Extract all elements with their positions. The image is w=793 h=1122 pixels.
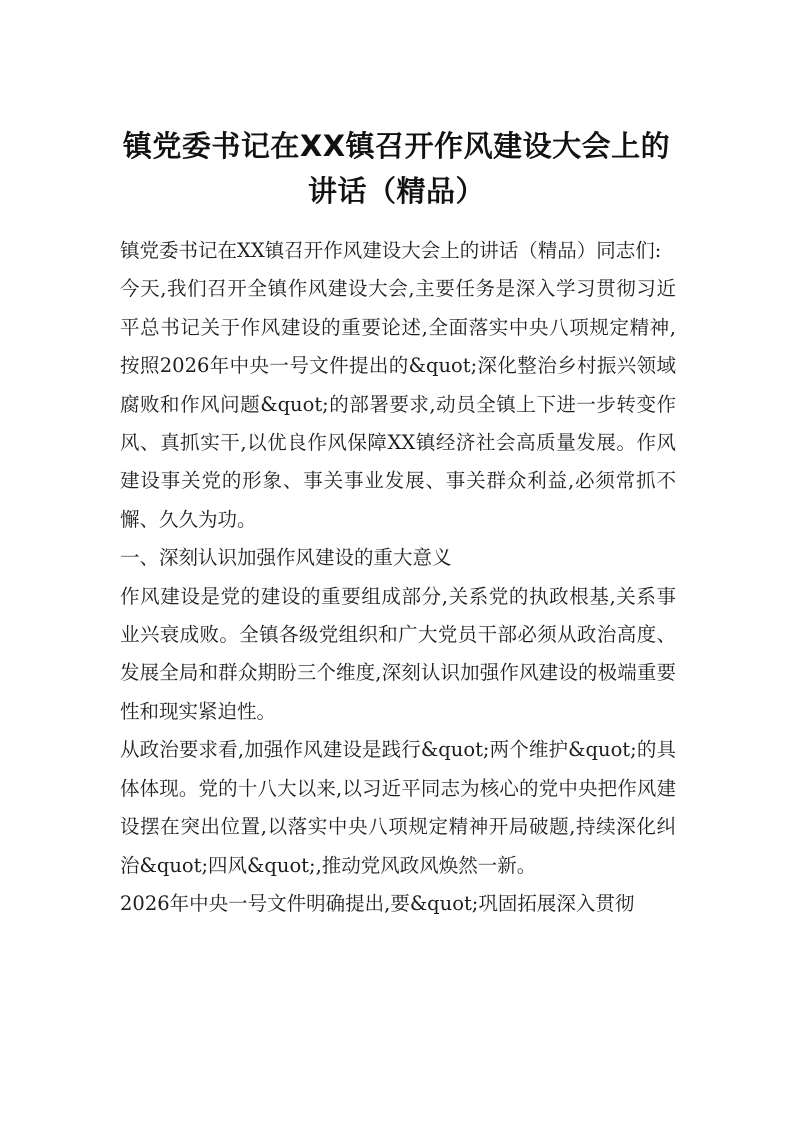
paragraph-political-requirement: 从政治要求看,加强作风建设是践行&quot;两个维护&quot;的具体体现。党的十八大以来,以习近平同志为核心的党中央把作风建设摆在突出位置,以落实中央八项规定精神开局破题,持续深化纠治&quot;四风&quot;,推动党风政风焕然一新。 — [120, 738, 676, 877]
document-title-line-1: 镇党委书记在XX镇召开作风建设大会上的 — [122, 129, 671, 163]
section-heading-1: 一、深刻认识加强作风建设的重大意义 — [120, 546, 452, 570]
paragraph-document-2026: 2026年中央一号文件明确提出,要&quot;巩固拓展深入贯彻 — [120, 891, 635, 915]
paragraph-intro: 今天,我们召开全镇作风建设大会,主要任务是深入学习贯彻习近平总书记关于作风建设的重要论述,全面落实中央八项规定精神,按照2026年中央一号文件提出的&quot;深化整治乡村振兴领域腐败和作风问题&quot;的部署要求,动员全镇上下进一步转变作风、真抓实干,以优良作风保障XX镇经济社会高质量发展。作风建设事关党的形象、事关事业发展、事关群众利益,必须常抓不懈、久久为功。 — [120, 277, 676, 531]
document-title-line-2: 讲话（精品） — [307, 174, 485, 208]
paragraph-greeting: 镇党委书记在XX镇召开作风建设大会上的讲话（精品）同志们: — [120, 239, 662, 262]
paragraph-significance: 作风建设是党的建设的重要组成部分,关系党的执政根基,关系事业兴衰成败。全镇各级党组织和广大党员干部必须从政治高度、发展全局和群众期盼三个维度,深刻认识加强作风建设的极端重要性和现实紧迫性。 — [120, 584, 676, 723]
document-body — [120, 232, 676, 923]
